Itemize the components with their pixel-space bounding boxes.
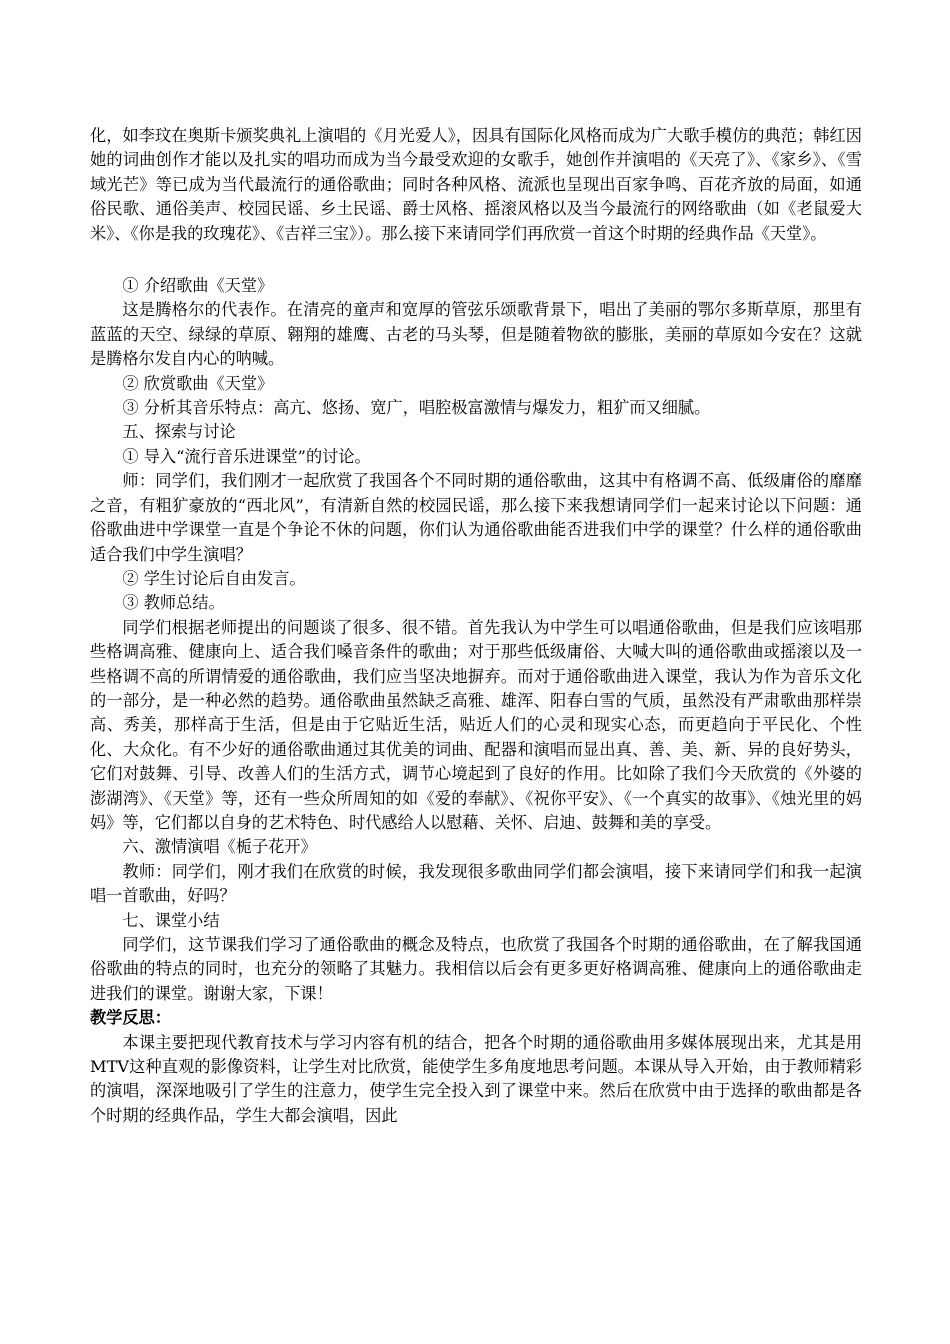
step1-body: 这是腾格尔的代表作。在清亮的童声和宽厚的管弦乐颂歌背景下，唱出了美丽的鄂尔多斯草原，那里有蓝蓝的天空、绿绿的草原、翱翔的雄鹰、古老的马头琴，但是随着物欲的膨胀，美丽的草原如今安在？这就是腾格尔发自内心的呐喊。 [90, 300, 862, 369]
reflection-heading: 教学反思： [90, 1008, 171, 1028]
section5-item2: ② 学生讨论后自由发言。 [122, 568, 306, 588]
section6-title: 六、激情演唱《栀子花开》 [122, 837, 317, 857]
section5-teacher-paragraph: 师：同学们，我们刚才一起欣赏了我国各个不同时期的通俗歌曲，这其中有格调不高、低级庸俗的靡靡之音，有粗犷豪放的“西北风”，有清新自然的校园民谣，那么接下来我想请同学们一起来讨论以下问题：通俗歌曲进中学课堂一直是个争论不休的问题，你们认为通俗歌曲能否进我们中学的课堂？什么样的通俗歌曲适合我们中学生演唱？ [90, 471, 862, 564]
section5-title: 五、探索与讨论 [122, 422, 236, 442]
paragraph-gap [90, 246, 862, 274]
section5-summary-paragraph: 同学们根据老师提出的问题谈了很多、很不错。首先我认为中学生可以唱通俗歌曲，但是我们应该唱那些格调高雅、健康向上、适合我们嗓音条件的歌曲；对于那些低级庸俗、大喊大叫的通俗歌曲或摇滚以及一些格调不高的所谓情爱的通俗歌曲，我们应当坚决地摒弃。而对于通俗歌曲进入课堂，我认为作为音乐文化的一部分，是一种必然的趋势。通俗歌曲虽然缺乏高雅、雄浑、阳春白雪的气质，虽然没有严肃歌曲那样崇高、秀美，那样高于生活，但是由于它贴近生活，贴近人们的心灵和现实心态，而更趋向于平民化、个性化、大众化。有不少好的通俗歌曲通过其优美的词曲、配器和演唱而显出真、善、美、新、异的良好势头，它们对鼓舞、引导、改善人们的生活方式，调节心境起到了良好的作用。比如除了我们今天欣赏的《外婆的澎湖湾》、《天堂》等，还有一些众所周知的如《爱的奉献》、《祝你平安》、《一个真实的故事》、《烛光里的妈妈》等，它们都以自身的艺术特色、时代感给人以慰藉、关怀、启迪、鼓舞和美的享受。 [90, 617, 862, 832]
section5-item1: ① 导入“流行音乐进课堂”的讨论。 [122, 446, 371, 466]
reflection-body: 本课主要把现代教育技术与学习内容有机的结合，把各个时期的通俗歌曲用多媒体展现出来，尤其是用MTV这种直观的影像资料，让学生对比欣赏，能使学生多角度地思考问题。本课从导入开始，由于教师精彩的演唱，深深地吸引了学生的注意力，使学生完全投入到了课堂中来。然后在欣赏中由于选择的歌曲都是各个时期的经典作品，学生大都会演唱，因此 [90, 1032, 862, 1125]
step2-title: ② 欣赏歌曲《天堂》 [122, 373, 274, 393]
section6-body: 教师：同学们，刚才我们在欣赏的时候，我发现很多歌曲同学们都会演唱，接下来请同学们和我一起演唱一首歌曲，好吗？ [90, 861, 862, 906]
step3-title: ③ 分析其音乐特点：高亢、悠扬、宽广，唱腔极富激情与爆发力，粗犷而又细腻。 [122, 398, 711, 418]
section5-item3: ③ 教师总结。 [122, 593, 225, 613]
section7-title: 七、课堂小结 [122, 910, 220, 930]
step1-title: ① 介绍歌曲《天堂》 [122, 276, 274, 296]
intro-paragraph: 化，如李玟在奥斯卡颁奖典礼上演唱的《月光爱人》，因具有国际化风格而成为广大歌手模仿的典范；韩红因她的词曲创作才能以及扎实的唱功而成为当今最受欢迎的女歌手，她创作并演唱的《天亮了》、《家乡》、《雪域光芒》等已成为当代最流行的通俗歌曲；同时各种风格、流派也呈现出百家争鸣、百花齐放的局面，如通俗民歌、通俗美声、校园民谣、乡土民谣、爵士风格、摇滚风格以及当今最流行的网络歌曲（如《老鼠爱大米》、《你是我的玫瑰花》、《吉祥三宝》）。那么接下来请同学们再欣赏一首这个时期的经典作品《天堂》。 [90, 126, 862, 243]
section7-body: 同学们，这节课我们学习了通俗歌曲的概念及特点，也欣赏了我国各个时期的通俗歌曲，在了解我国通俗歌曲的特点的同时，也充分的领略了其魅力。我相信以后会有更多更好格调高雅、健康向上的通俗歌曲走进我们的课堂。谢谢大家，下课！ [90, 935, 862, 1003]
document-page [90, 124, 862, 1128]
